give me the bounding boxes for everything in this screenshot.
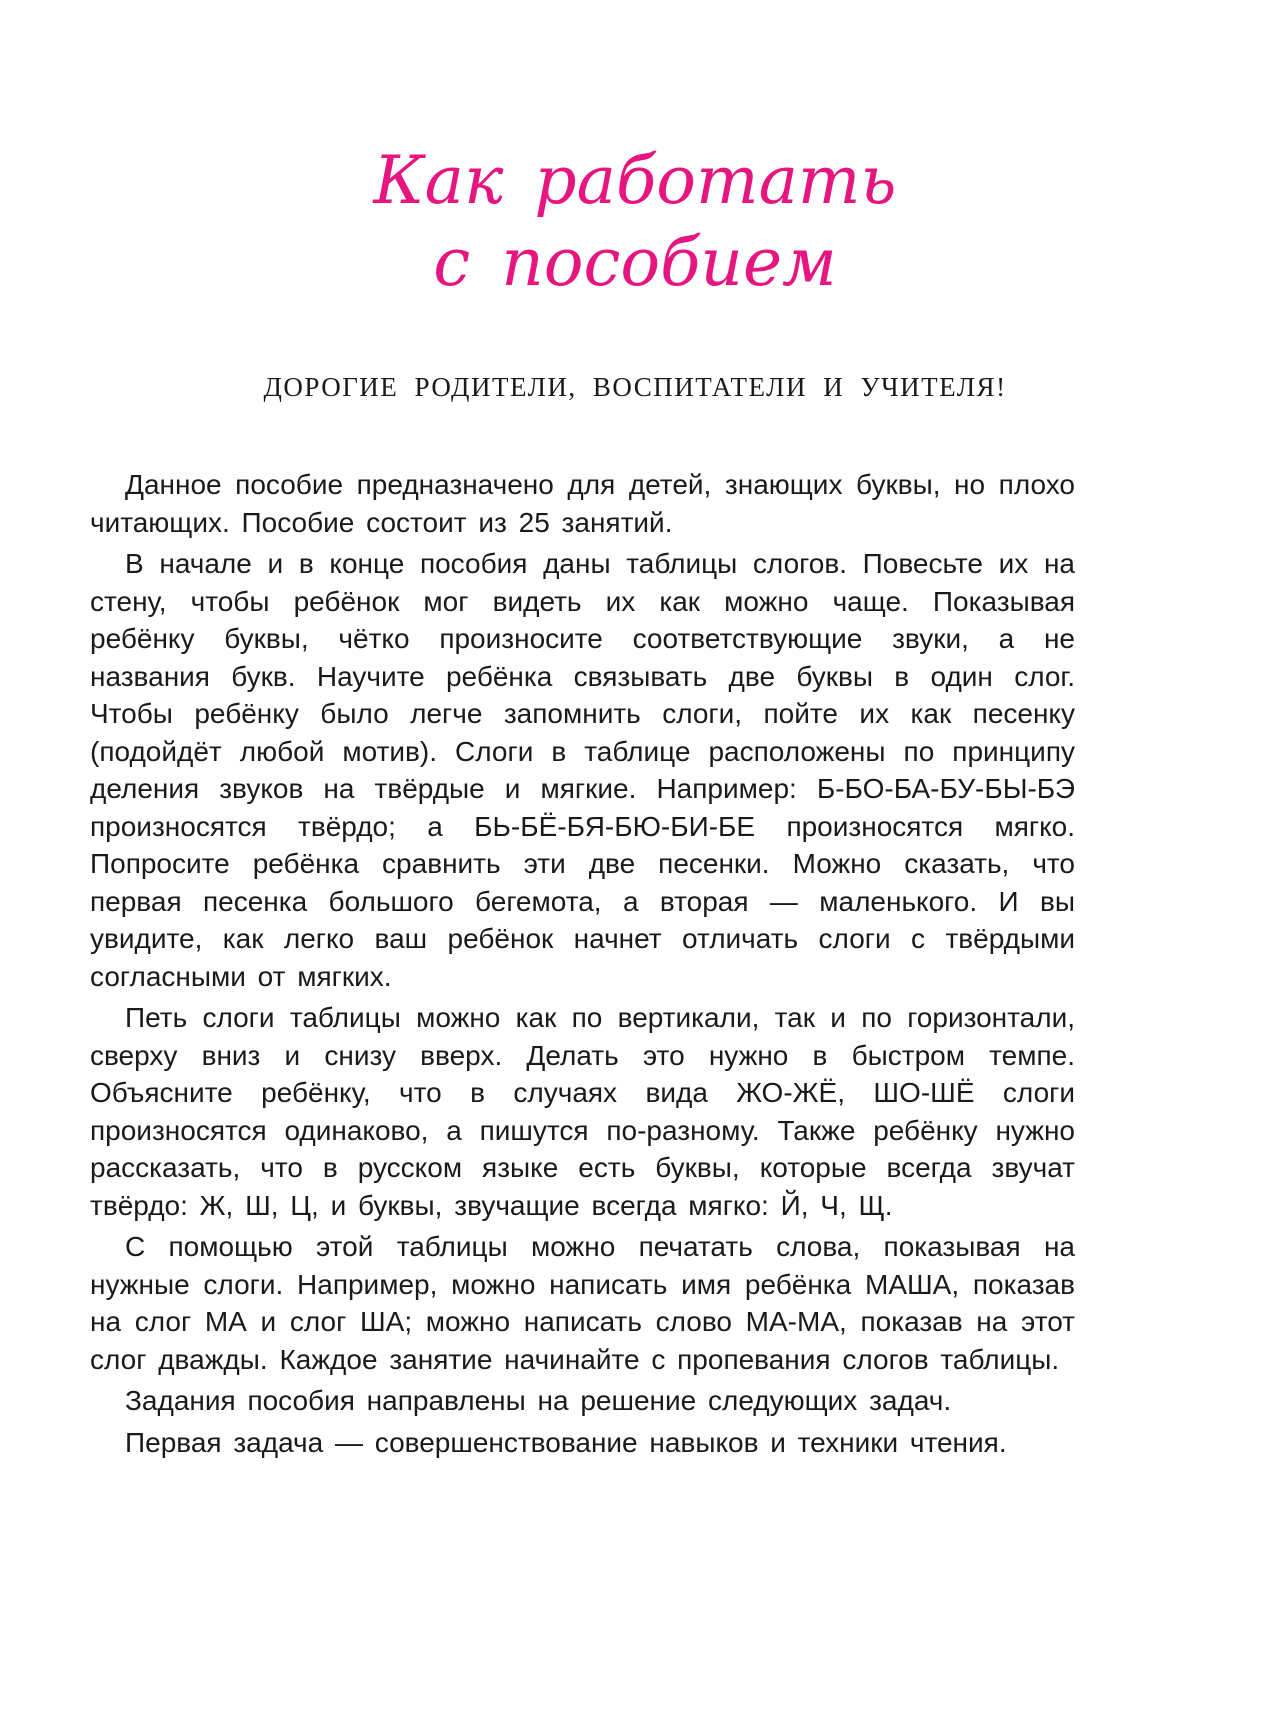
paragraph-5: Задания пособия направлены на решение следующих задач.: [125, 1385, 952, 1416]
page-title-line-1: Как работать: [373, 142, 897, 219]
page-title: [0, 140, 1270, 304]
page-title-line-2: с пособием: [433, 224, 837, 301]
paragraph-4: С помощью этой таблицы можно печатать слова, показывая на нужные слоги. Например, можно написать имя ребёнка МАША, показав на слог МА и слог ША; можно написать слово МА-МА, показав на этот слог дважды. Каждое занятие начинайте с пропевания слогов таблицы.: [90, 1231, 1075, 1375]
paragraph-6: Первая задача — совершенствование навыков и техники чтения.: [125, 1426, 1007, 1458]
body-text: [90, 466, 1075, 1465]
paragraph-3: Петь слоги таблицы можно как по вертикали, так и по горизонтали, сверху вниз и снизу вверх. Делать это нужно в быстром темпе. Объясните ребёнку, что в случаях вида ЖО-ЖЁ, ШО-ШЁ слоги произносятся одинаково, а пишутся по-разному. Также ребёнку нужно рассказать, что в русском языке есть буквы, которые всегда звучат твёрдо: Ж, Ш, Ц, и буквы, звучащие всегда мягко: Й, Ч, Щ.: [90, 1002, 1075, 1221]
address-heading: ДОРОГИЕ РОДИТЕЛИ, ВОСПИТАТЕЛИ И УЧИТЕЛЯ!: [263, 372, 1007, 402]
paragraph-2: В начале и в конце пособия даны таблицы слогов. Повесьте их на стену, чтобы ребёнок мог видеть их как можно чаще. Показывая ребёнку буквы, чётко произносите соответствующие звуки, а не названия букв. Научите ребёнка связывать две буквы в один слог. Чтобы ребёнку было легче запомнить слоги, пойте их как песенку (подойдёт любой мотив). Слоги в таблице расположены по принципу деления звуков на твёрдые и мягкие. Например: Б-БО-БА-БУ-БЫ-БЭ произносятся твёрдо; а БЬ-БЁ-БЯ-БЮ-БИ-БЕ произносятся мягко. Попросите ребёнка сравнить эти две песенки. Можно сказать, что первая песенка большого бегемота, а вторая — маленького. И вы увидите, как легко ваш ребёнок начнет отличать слоги с твёрдыми согласными от мягких.: [90, 548, 1075, 992]
paragraph-1: Данное пособие предназначено для детей, знающих буквы, но плохо читающих. Пособие состоит из 25 занятий.: [90, 469, 1075, 538]
